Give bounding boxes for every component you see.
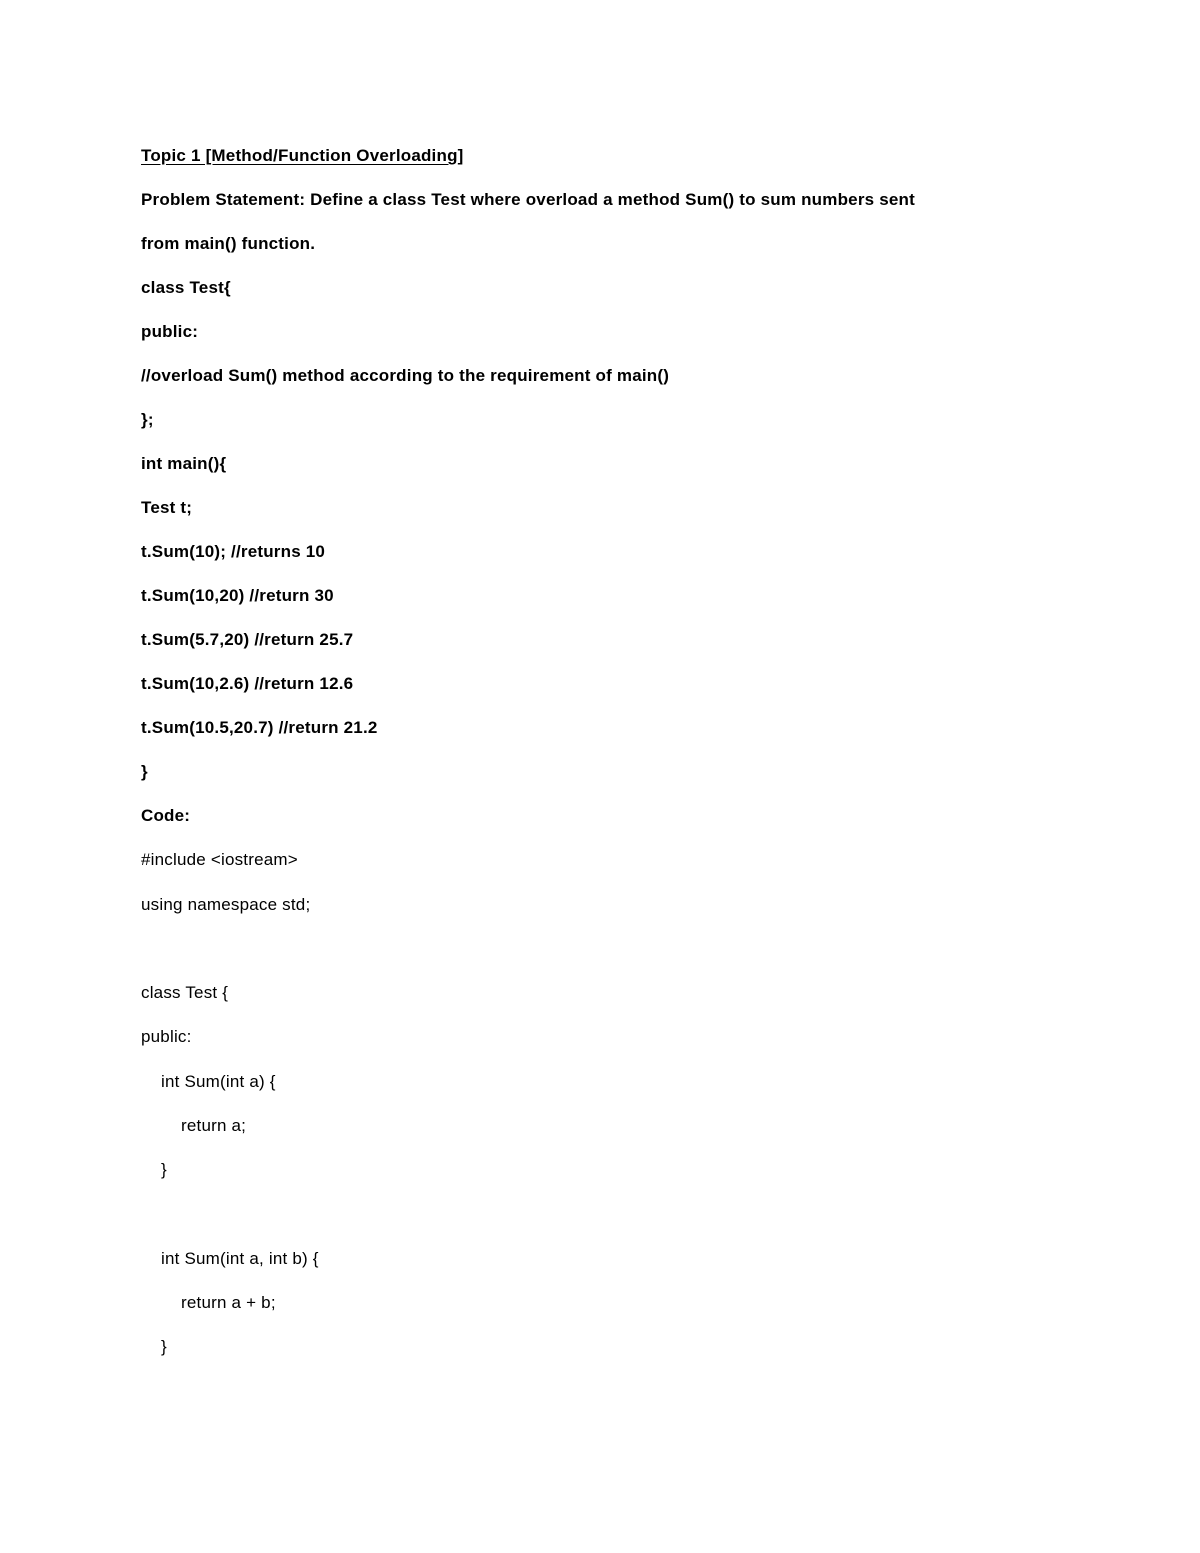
given-code-line: public: [141,322,199,341]
code-line: return a + b; [181,1293,276,1312]
given-code-line: t.Sum(10.5,20.7) //return 21.2 [141,718,378,737]
given-code-line: class Test{ [141,278,231,297]
given-code-line: int main(){ [141,454,227,473]
given-code-line: t.Sum(5.7,20) //return 25.7 [141,630,354,649]
code-line: } [161,1160,167,1179]
code-line: #include <iostream> [141,850,298,869]
given-code-line: t.Sum(10,20) //return 30 [141,586,334,605]
code-line: int Sum(int a) { [161,1072,276,1091]
problem-statement-line-1: Problem Statement: Define a class Test where overload a method Sum() to sum numbers sent [141,190,915,209]
given-code-line: }; [141,410,154,429]
code-label: Code: [141,806,191,825]
given-code-line: } [141,762,148,781]
given-code-line: //overload Sum() method according to the requirement of main() [141,366,670,385]
problem-statement-line-2: from main() function. [141,234,316,253]
code-line: int Sum(int a, int b) { [161,1249,319,1268]
code-line: using namespace std; [141,895,311,914]
topic-title: Topic 1 [Method/Function Overloading] [141,146,464,165]
given-code-line: t.Sum(10); //returns 10 [141,542,326,561]
code-line: } [161,1337,167,1356]
given-code-line: t.Sum(10,2.6) //return 12.6 [141,674,354,693]
code-line: class Test { [141,983,229,1002]
code-line: public: [141,1027,192,1046]
code-line: return a; [181,1116,247,1135]
given-code-line: Test t; [141,498,193,517]
